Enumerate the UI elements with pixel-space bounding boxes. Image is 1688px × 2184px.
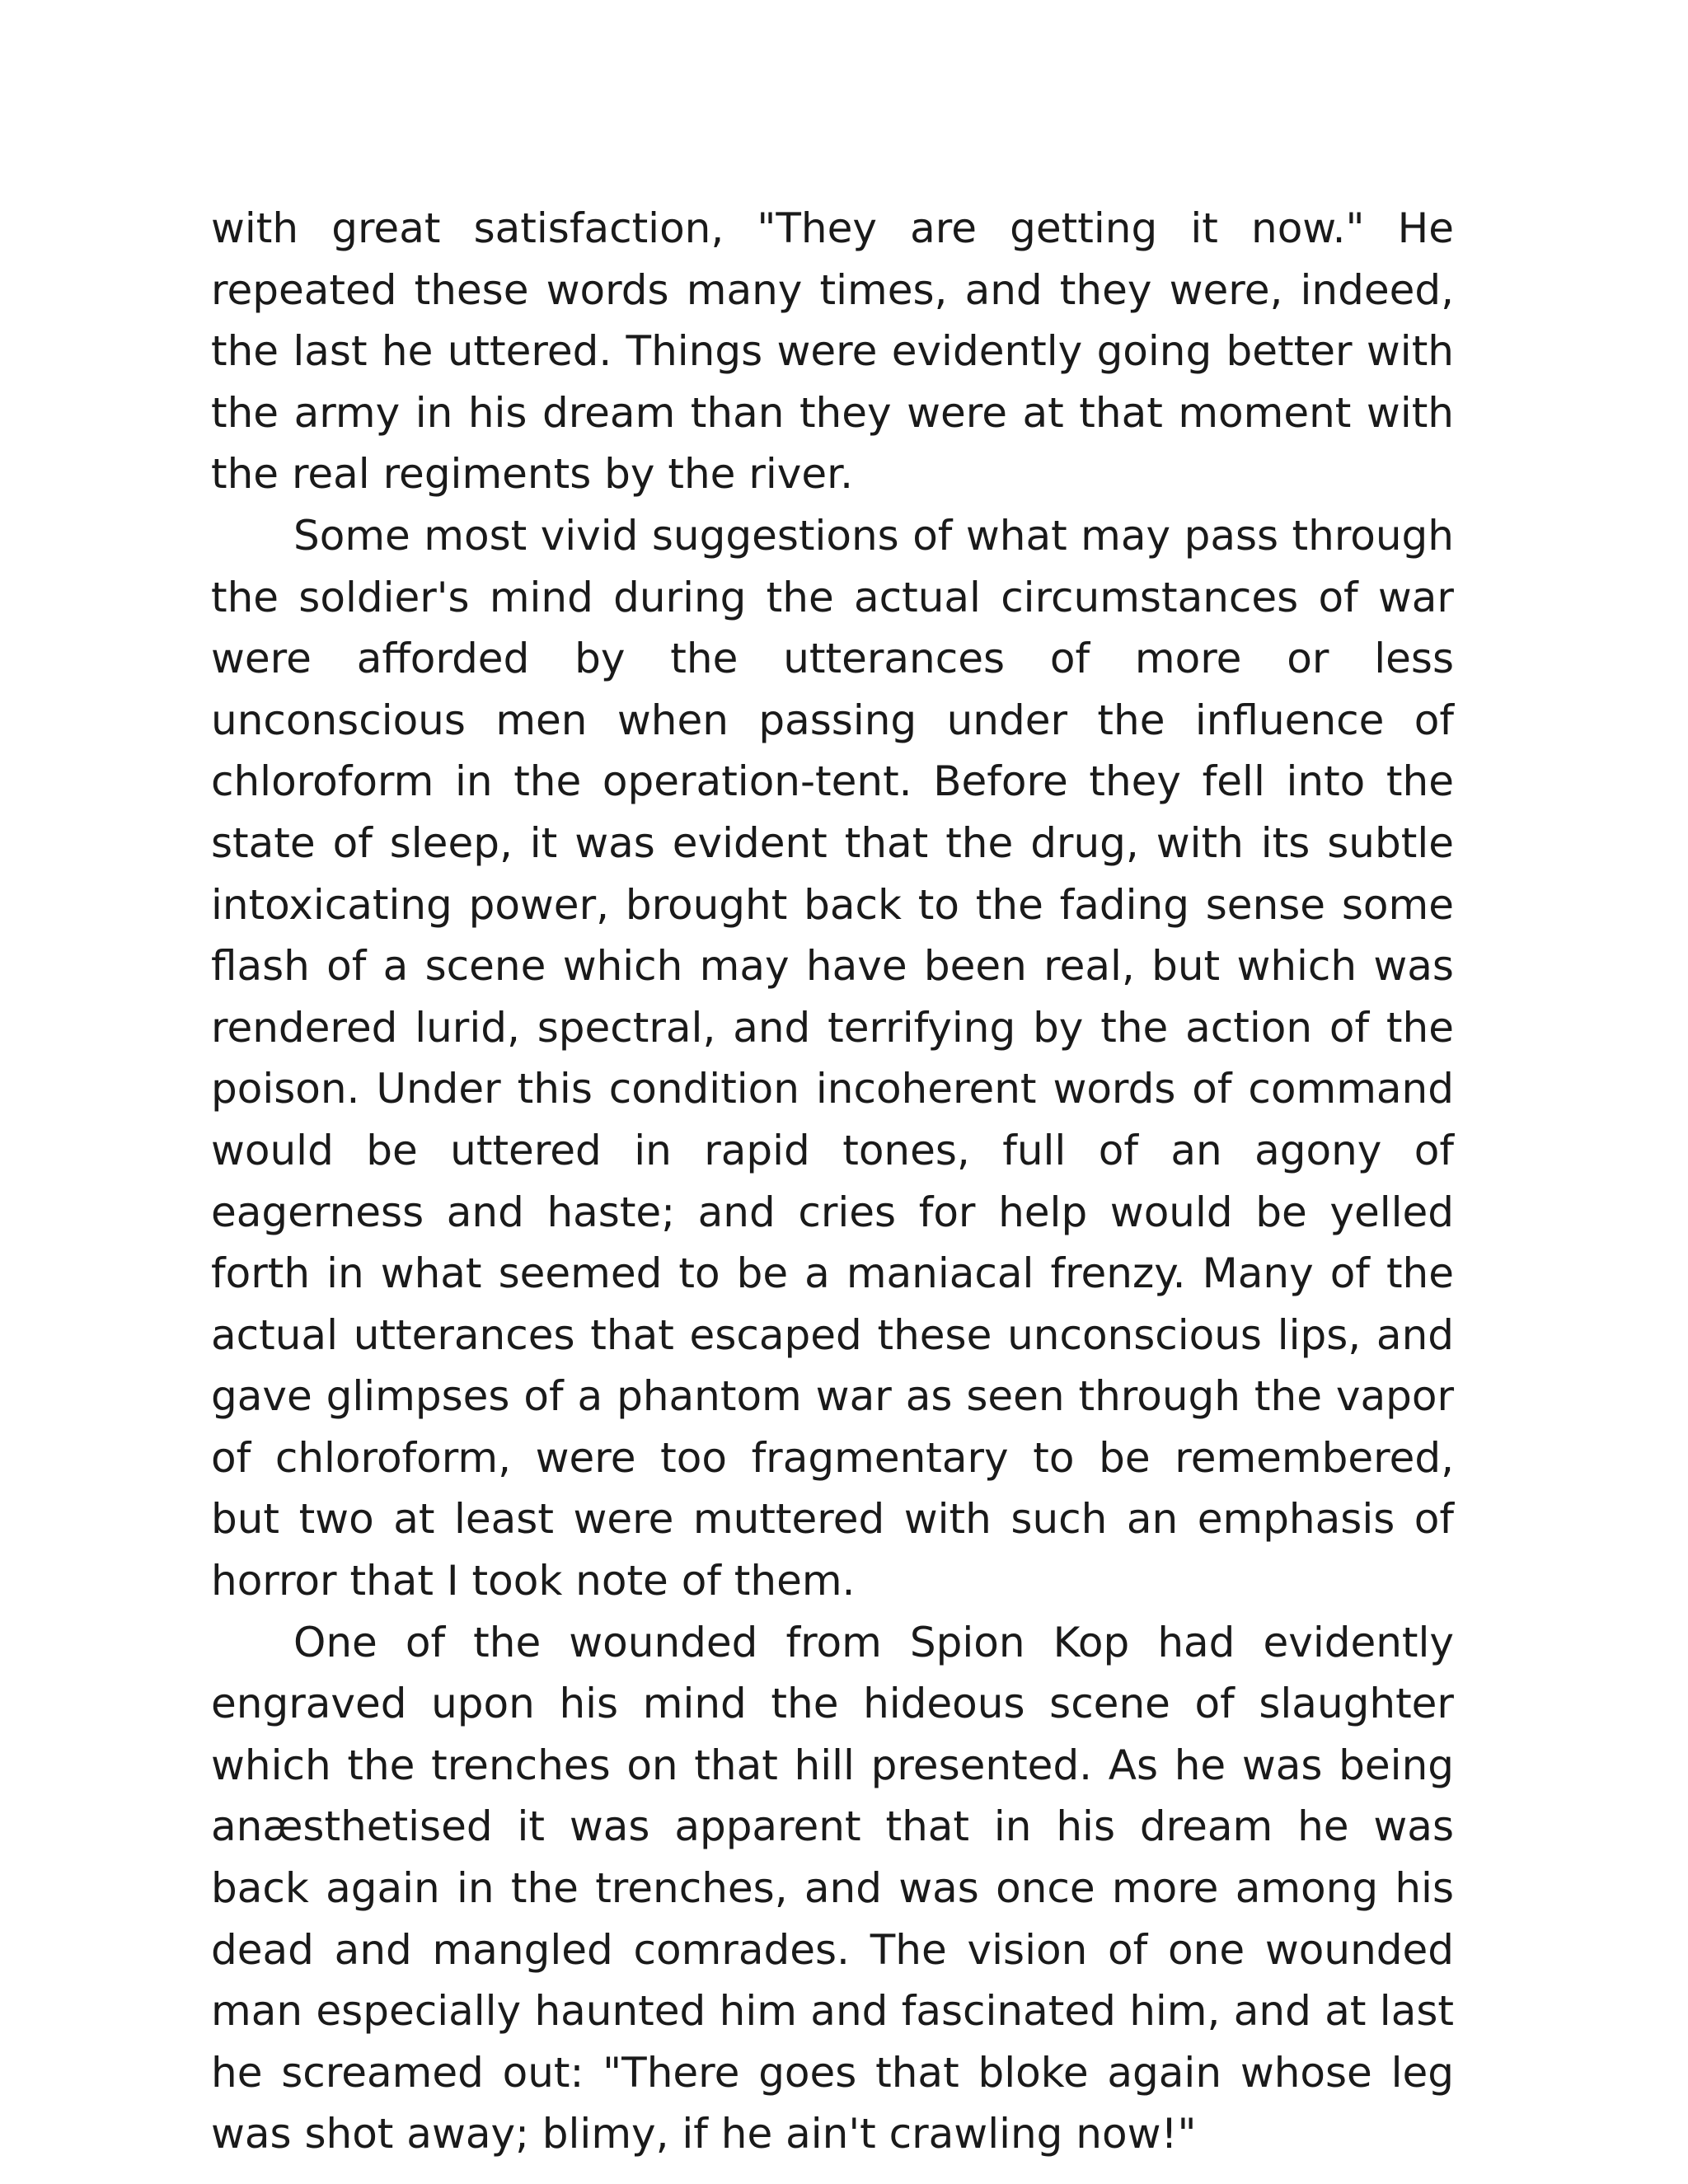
document-page <box>211 198 1454 2165</box>
paragraph-continued: with great satisfaction, "They are getting it now." He repeated these words many times, and they were, indeed, the last he uttered. Things were evidently going better with the army in his dream than they were at that moment with the real regiments by the river. <box>211 204 1454 499</box>
paragraph-chloroform: Some most vivid suggestions of what may pass through the soldier's mind during the actual circumstances of war were afforded by the utterances of more or less unconscious men when passing under the influence of chloroform in the operation-tent. Before they fell into the state of sleep, it was evident that the drug, with its subtle intoxicating power, brought back to the fading sense some flash of a scene which may have been real, but which was rendered lurid, spectral, and terrifying by the action of the poison. Under this condition incoherent words of command would be uttered in rapid tones, full of an agony of eagerness and haste; and cries for help would be yelled forth in what seemed to be a maniacal frenzy. Many of the actual utterances that escaped these unconscious lips, and gave glimpses of a phantom war as seen through the vapor of chloroform, were too fragmentary to be remembered, but two at least were muttered with such an emphasis of horror that I took note of them. <box>211 511 1454 1605</box>
paragraph-spion-kop: One of the wounded from Spion Kop had evidently engraved upon his mind the hideous scene of slaughter which the trenches on that hill presented. As he was being anæsthetised it was apparent that in his dream he was back again in the trenches, and was once more among his dead and mangled comrades. The vision of one wounded man especially haunted him and fascinated him, and at last he screamed out: "There goes that bloke again whose leg was shot away; blimy, if he ain't crawling now!" <box>211 1618 1454 2158</box>
